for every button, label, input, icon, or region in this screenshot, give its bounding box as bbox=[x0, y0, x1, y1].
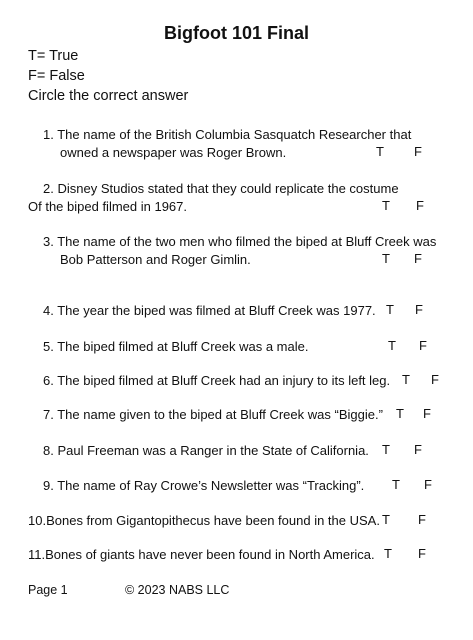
question-text-line: Bones of giants have never been found in North America. bbox=[45, 547, 375, 562]
question-text-line: Disney Studios stated that they could replicate the costume bbox=[57, 181, 399, 196]
choice-false[interactable]: F bbox=[414, 251, 422, 266]
question-number: 10. bbox=[28, 513, 47, 528]
question-number: 1. bbox=[43, 127, 54, 142]
choice-false[interactable]: F bbox=[414, 442, 422, 457]
question-7 bbox=[43, 406, 383, 424]
question-8 bbox=[43, 442, 369, 460]
question-text-line: The name of the British Columbia Sasquatch Researcher that bbox=[57, 127, 412, 142]
choice-true[interactable]: T bbox=[376, 144, 384, 159]
page-number: Page 1 bbox=[28, 583, 68, 597]
question-number: 8. bbox=[43, 443, 54, 458]
question-text-line: The biped filmed at Bluff Creek had an injury to its left leg. bbox=[57, 373, 391, 388]
question-text-line: Paul Freeman was a Ranger in the State of California. bbox=[57, 443, 369, 458]
choice-false[interactable]: F bbox=[416, 198, 424, 213]
legend-true: T= True bbox=[28, 48, 79, 64]
question-number: 11. bbox=[28, 547, 46, 562]
copyright-notice: © 2023 NABS LLC bbox=[125, 583, 230, 597]
choice-true[interactable]: T bbox=[402, 372, 410, 387]
question-11 bbox=[28, 546, 375, 564]
question-5 bbox=[43, 338, 308, 356]
choice-false[interactable]: F bbox=[423, 406, 431, 421]
choice-true[interactable]: T bbox=[382, 512, 390, 527]
choice-false[interactable]: F bbox=[419, 338, 427, 353]
question-6 bbox=[43, 372, 390, 390]
question-number: 7. bbox=[43, 407, 54, 422]
question-2 bbox=[43, 180, 399, 198]
choice-true[interactable]: T bbox=[384, 546, 392, 561]
choice-true[interactable]: T bbox=[396, 406, 404, 421]
choice-false[interactable]: F bbox=[414, 144, 422, 159]
choice-true[interactable]: T bbox=[392, 477, 400, 492]
choice-true[interactable]: T bbox=[382, 442, 390, 457]
question-1 bbox=[43, 126, 411, 162]
choice-true[interactable]: T bbox=[386, 302, 394, 317]
question-text-line: The name of Ray Crowe’s Newsletter was “Tracking”. bbox=[57, 478, 365, 493]
choice-false[interactable]: F bbox=[418, 512, 426, 527]
question-text-line: Bob Patterson and Roger Gimlin. bbox=[60, 252, 251, 267]
question-number: 9. bbox=[43, 478, 54, 493]
question-text-line: The name given to the biped at Bluff Creek was “Biggie.” bbox=[57, 407, 383, 422]
question-text-line: The year the biped was filmed at Bluff Creek was 1977. bbox=[57, 303, 376, 318]
question-3 bbox=[43, 233, 436, 269]
question-number: 5. bbox=[43, 339, 54, 354]
question-number: 2. bbox=[43, 181, 54, 196]
choice-false[interactable]: F bbox=[431, 372, 439, 387]
question-text-line: The name of the two men who filmed the biped at Bluff Creek was bbox=[57, 234, 437, 249]
choice-true[interactable]: T bbox=[388, 338, 396, 353]
question-number: 3. bbox=[43, 234, 54, 249]
question-text-line: owned a newspaper was Roger Brown. bbox=[60, 145, 287, 160]
page-title: Bigfoot 101 Final bbox=[163, 23, 309, 43]
choice-false[interactable]: F bbox=[424, 477, 432, 492]
legend-false: F= False bbox=[28, 68, 85, 84]
choice-false[interactable]: F bbox=[415, 302, 423, 317]
choice-true[interactable]: T bbox=[382, 198, 390, 213]
question-text-line: The biped filmed at Bluff Creek was a male. bbox=[57, 339, 309, 354]
choice-true[interactable]: T bbox=[382, 251, 390, 266]
question-number: 4. bbox=[43, 303, 54, 318]
question-number: 6. bbox=[43, 373, 54, 388]
question-text-line: Bones from Gigantopithecus have been found in the USA. bbox=[46, 513, 380, 528]
choice-false[interactable]: F bbox=[418, 546, 426, 561]
question-4 bbox=[43, 302, 376, 320]
instruction: Circle the correct answer bbox=[28, 88, 189, 104]
question-9 bbox=[43, 477, 364, 495]
question-2-line-2: Of the biped filmed in 1967. bbox=[28, 199, 187, 214]
question-10 bbox=[28, 512, 380, 530]
